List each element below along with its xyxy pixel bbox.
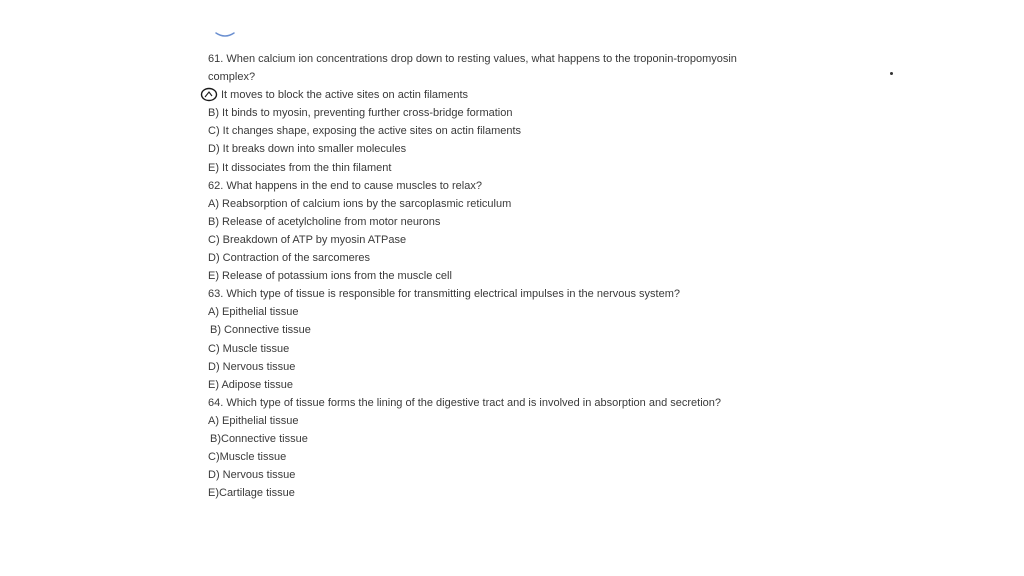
question-61-text: 61. When calcium ion concentrations drop down to resting values, what happens to the troponin-tropomyosin bbox=[208, 53, 737, 65]
question-64-text: 64. Which type of tissue forms the lining of the digestive tract and is involved in absorption and secretion? bbox=[208, 396, 722, 409]
option-61-a-label: It moves to block the active sites on actin filaments bbox=[221, 89, 469, 102]
option-64-b[interactable]: B)Connective tissue bbox=[210, 432, 308, 445]
option-62-a[interactable]: A) Reabsorption of calcium ions by the sarcoplasmic reticulum bbox=[208, 197, 512, 210]
option-63-d[interactable]: D) Nervous tissue bbox=[208, 360, 296, 373]
question-62-text: 62. What happens in the end to cause muscles to relax? bbox=[208, 179, 482, 192]
pen-stroke-icon bbox=[214, 30, 236, 38]
stray-dot bbox=[890, 72, 893, 75]
handwritten-circle-icon bbox=[200, 87, 218, 102]
option-62-b[interactable]: B) Release of acetylcholine from motor neurons bbox=[208, 215, 441, 228]
option-64-d[interactable]: D) Nervous tissue bbox=[208, 469, 296, 482]
option-62-c[interactable]: C) Breakdown of ATP by myosin ATPase bbox=[208, 233, 407, 246]
option-61-d[interactable]: D) It breaks down into smaller molecules bbox=[208, 143, 407, 156]
option-63-a[interactable]: A) Epithelial tissue bbox=[208, 306, 299, 319]
question-61-text-cont: complex? bbox=[208, 71, 256, 84]
option-62-e[interactable]: E) Release of potassium ions from the muscle cell bbox=[208, 270, 452, 283]
option-64-c[interactable]: C)Muscle tissue bbox=[208, 451, 287, 464]
option-63-b[interactable]: B) Connective tissue bbox=[210, 324, 311, 337]
option-61-c[interactable]: C) It changes shape, exposing the active sites on actin filaments bbox=[208, 125, 522, 138]
option-63-c[interactable]: C) Muscle tissue bbox=[208, 342, 290, 355]
option-61-a[interactable] bbox=[208, 86, 848, 104]
option-64-a[interactable]: A) Epithelial tissue bbox=[208, 414, 299, 427]
option-63-e[interactable]: E) Adipose tissue bbox=[208, 378, 293, 391]
question-list bbox=[208, 50, 848, 502]
option-61-b[interactable]: B) It binds to myosin, preventing further cross-bridge formation bbox=[208, 107, 513, 120]
option-62-d[interactable]: D) Contraction of the sarcomeres bbox=[208, 252, 371, 265]
question-63-text: 63. Which type of tissue is responsible for transmitting electrical impulses in the nervous system? bbox=[208, 288, 680, 301]
option-61-e[interactable]: E) It dissociates from the thin filament bbox=[208, 161, 392, 174]
option-64-e[interactable]: E)Cartilage tissue bbox=[208, 487, 295, 500]
